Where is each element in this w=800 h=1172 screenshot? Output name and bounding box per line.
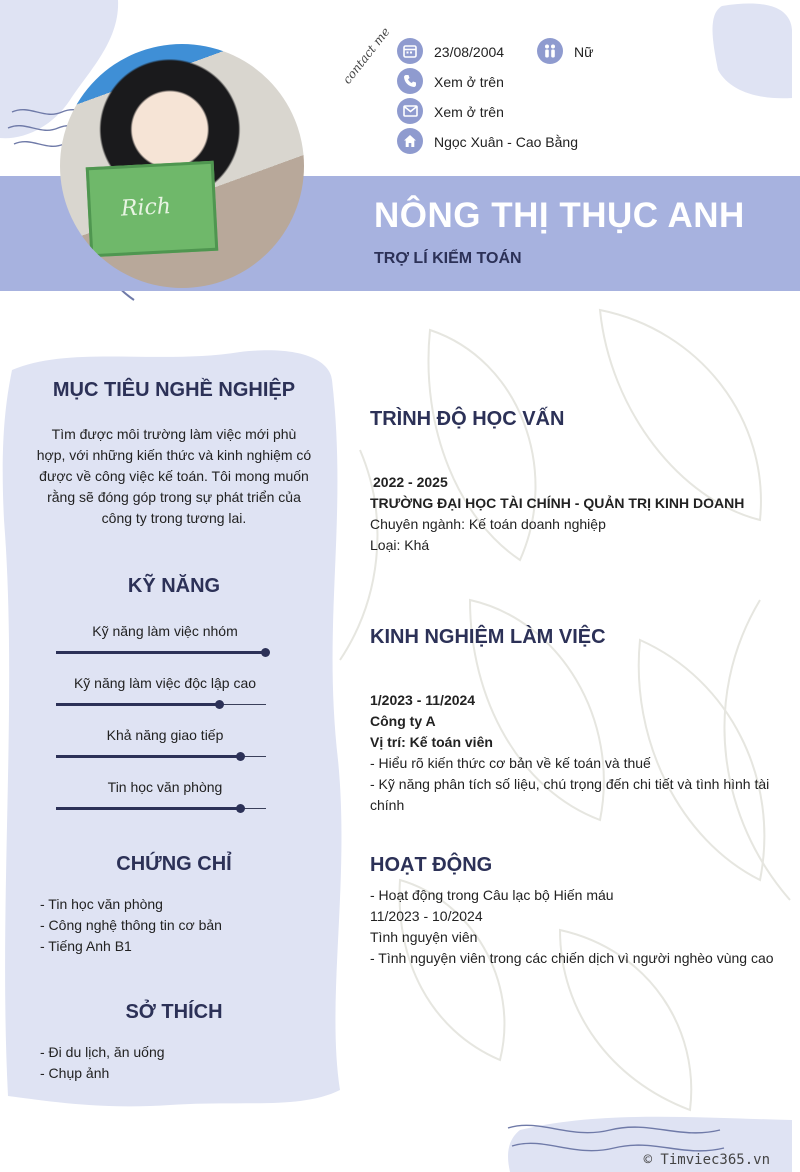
experience-block — [370, 690, 780, 816]
experience-duty: - Kỹ năng phân tích số liệu, chú trọng đến chi tiết và tình hình tài chính — [370, 776, 770, 813]
job-title: TRỢ LÍ KIỂM TOÁN — [374, 250, 522, 267]
education-block — [370, 472, 780, 556]
experience-duty: - Hiểu rõ kiến thức cơ bản về kế toán và thuế — [370, 755, 651, 771]
skill-bar — [56, 704, 266, 705]
list-item: - Công nghệ thông tin cơ bản — [40, 917, 222, 933]
skill-label: Kỹ năng làm việc độc lập cao — [73, 675, 257, 691]
experience-period: 1/2023 - 11/2024 — [370, 692, 476, 708]
skills-title: KỸ NĂNG — [127, 575, 221, 597]
address-text: Ngọc Xuân - Cao Bằng — [434, 134, 578, 150]
skill-bar-fill — [56, 807, 241, 810]
education-period: 2022 - 2025 — [373, 474, 448, 490]
list-item: - Chụp ảnh — [40, 1065, 110, 1081]
education-school: TRƯỜNG ĐẠI HỌC TÀI CHÍNH - QUẢN TRỊ KINH DOANH — [370, 495, 745, 511]
skill-label: Kỹ năng làm việc nhóm — [92, 623, 238, 639]
skill-label: Tin học văn phòng — [107, 779, 223, 795]
calendar-icon — [397, 38, 423, 64]
photo-sign — [86, 161, 219, 258]
hobbies-title: SỞ THÍCH — [125, 1001, 223, 1023]
phone-text: Xem ở trên — [434, 74, 504, 90]
skill-label: Khả năng giao tiếp — [106, 727, 224, 743]
photo-sign-text: Rich — [120, 194, 172, 222]
hobbies-list — [40, 1042, 165, 1084]
skill-bar-fill — [56, 703, 220, 706]
mail-icon — [397, 98, 423, 124]
activity-line: Tình nguyện viên — [370, 929, 478, 945]
skill-bar-handle — [215, 700, 224, 709]
activities-block — [370, 885, 780, 969]
list-item: - Đi du lịch, ăn uống — [40, 1044, 165, 1060]
skill-bar — [56, 652, 266, 653]
profile-photo — [60, 44, 304, 288]
experience-company: Công ty A — [370, 713, 436, 729]
skill-bar-handle — [261, 648, 270, 657]
education-major: Chuyên ngành: Kế toán doanh nghiệp — [370, 516, 606, 532]
certificates-title: CHỨNG CHỈ — [116, 853, 232, 875]
list-item: - Tin học văn phòng — [40, 896, 163, 912]
skill-bar — [56, 808, 266, 809]
skill-bar-handle — [236, 804, 245, 813]
person-icon — [537, 38, 563, 64]
candidate-name: NÔNG THỊ THỤC ANH — [374, 196, 745, 235]
certificates-list — [40, 894, 222, 957]
activity-line: 11/2023 - 10/2024 — [370, 908, 483, 924]
skill-bar-fill — [56, 651, 266, 654]
skill-bar-handle — [236, 752, 245, 761]
objective-text: Tìm được môi trường làm việc mới phù hợp, với những kiến thức và kinh nghiệm có được về công việc kế toán. Tôi mong muốn rằng sẽ đóng góp trong sự phát triển của công ty trong tương lai. — [36, 426, 312, 526]
contact-tag: contact me — [340, 24, 393, 87]
skill-bar — [56, 756, 266, 757]
birthday-text: 23/08/2004 — [434, 44, 505, 60]
objective-title: MỤC TIÊU NGHỀ NGHIỆP — [52, 379, 296, 401]
list-item: - Tiếng Anh B1 — [40, 938, 132, 954]
email-text: Xem ở trên — [434, 104, 504, 120]
skill-bar-fill — [56, 755, 241, 758]
gender-text: Nữ — [574, 44, 594, 60]
home-icon — [397, 128, 423, 154]
education-title: TRÌNH ĐỘ HỌC VẤN — [370, 408, 565, 430]
activity-line: - Hoạt động trong Câu lạc bộ Hiến máu — [370, 887, 614, 903]
activity-line: - Tình nguyện viên trong các chiến dịch vì người nghèo vùng cao — [370, 950, 774, 966]
experience-title: KINH NGHIỆM LÀM VIỆC — [370, 626, 606, 648]
education-grade: Loại: Khá — [370, 537, 430, 553]
phone-icon — [397, 68, 423, 94]
experience-position: Vị trí: Kế toán viên — [370, 734, 493, 750]
activities-title: HOẠT ĐỘNG — [370, 854, 493, 876]
watermark: © Timviec365.vn — [643, 1152, 770, 1168]
